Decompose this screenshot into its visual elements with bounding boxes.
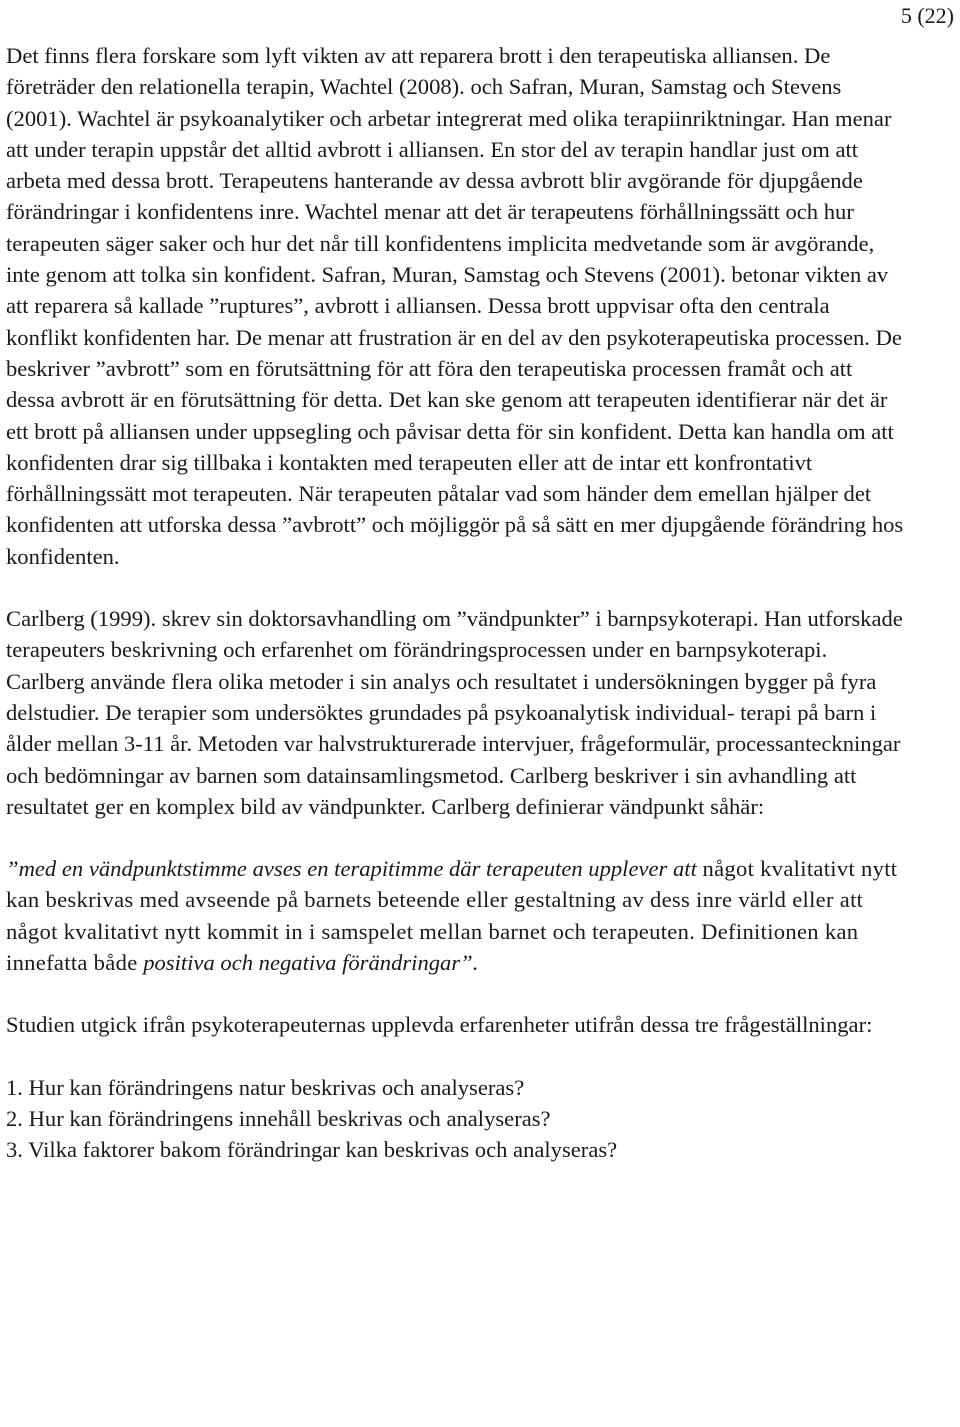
quote-closing-italic: positiva och negativa förändringar”.	[143, 950, 479, 976]
definition-quote	[6, 853, 906, 978]
list-item: 1. Hur kan förändringens natur beskrivas och analyseras?	[6, 1074, 525, 1100]
paragraph-research-questions-intro: Studien utgick ifrån psykoterapeuternas upplevda erfarenheter utifrån dessa tre frågeställningar:	[6, 1012, 873, 1038]
quote-opening-italic: ”med en vändpunktstimme avses en terapitimme där terapeuten upplever att	[6, 856, 697, 882]
list-item: 2. Hur kan förändringens innehåll beskrivas och analyseras?	[6, 1105, 551, 1131]
research-questions-list	[6, 1072, 906, 1166]
paragraph-spacer	[6, 822, 906, 853]
list-item: 3. Vilka faktorer bakom förändringar kan beskrivas och analyseras?	[6, 1137, 618, 1163]
body-text	[6, 40, 906, 1166]
paragraph-spacer	[6, 1041, 906, 1072]
paragraph-spacer	[6, 978, 906, 1009]
paragraph-spacer	[6, 572, 906, 603]
paragraph-alliance-ruptures: Det finns flera forskare som lyft vikten av att reparera brott i den terapeutiska alliansen. De företräder den relationella terapin, Wachtel (2008). och Safran, Muran, Samstag och Stevens (2001). Wachtel är psykoanalytiker och arbetar integrerat med olika terapiinriktningar. Han menar att under terapin uppstår det alltid avbrott i alliansen. En stor del av terapin handlar just om att arbeta med dessa brott. Terapeutens hanterande av dessa avbrott blir avgörande för djupgående förändringar i konfidentens inre. Wachtel menar att det är terapeutens förhållningssätt och hur terapeuten säger saker och hur det når till konfidentens implicita medvetande som är avgörande, inte genom att tolka sin konfident. Safran, Muran, Samstag och Stevens (2001). betonar vikten av att reparera så kallade ”ruptures”, avbrott i alliansen. Dessa brott uppvisar ofta den centrala konflikt konfidenten har. De menar att frustration är en del av den psykoterapeutiska processen. De beskriver ”avbrott” som en förutsättning för att föra den terapeutiska processen framåt och att dessa avbrott är en förutsättning för detta. Det kan ske genom att terapeuten identifierar när det är ett brott på alliansen under uppsegling och påvisar detta för sin konfident. Detta kan handla om att konfidenten drar sig tillbaka i kontakten med terapeuten eller att de intar ett konfrontativt förhållningssätt mot terapeuten. När terapeuten påtalar vad som händer dem emellan hjälper det konfidenten att utforska dessa ”avbrott” och möjliggör på så sätt en mer djupgående förändring hos konfidenten.	[6, 43, 904, 569]
quote-body: något kvalitativt nytt kan beskrivas med avseende på barnets beteende eller gestaltning av dess inre värld eller att något kvalitativt nytt kommit in i samspelet mellan barnet och terapeuten. Definitionen kan innefatta både	[6, 856, 898, 976]
page-number: 5 (22)	[900, 3, 954, 28]
paragraph-carlberg: Carlberg (1999). skrev sin doktorsavhandling om ”vändpunkter” i barnpsykoterapi. Han utforskade terapeuters beskrivning och erfarenhet om förändringsprocessen under en barnpsykoterapi. Carlberg använde flera olika metoder i sin analys och resultatet i undersökningen bygger på fyra delstudier. De terapier som undersöktes grundades på psykoanalytisk individual- terapi på barn i ålder mellan 3-11 år. Metoden var halvstrukturerade intervjuer, frågeformulär, processanteckningar och bedömningar av barnen som datainsamlingsmetod. Carlberg beskriver i sin avhandling att resultatet ger en komplex bild av vändpunkter. Carlberg definierar vändpunkt såhär:	[6, 606, 903, 819]
